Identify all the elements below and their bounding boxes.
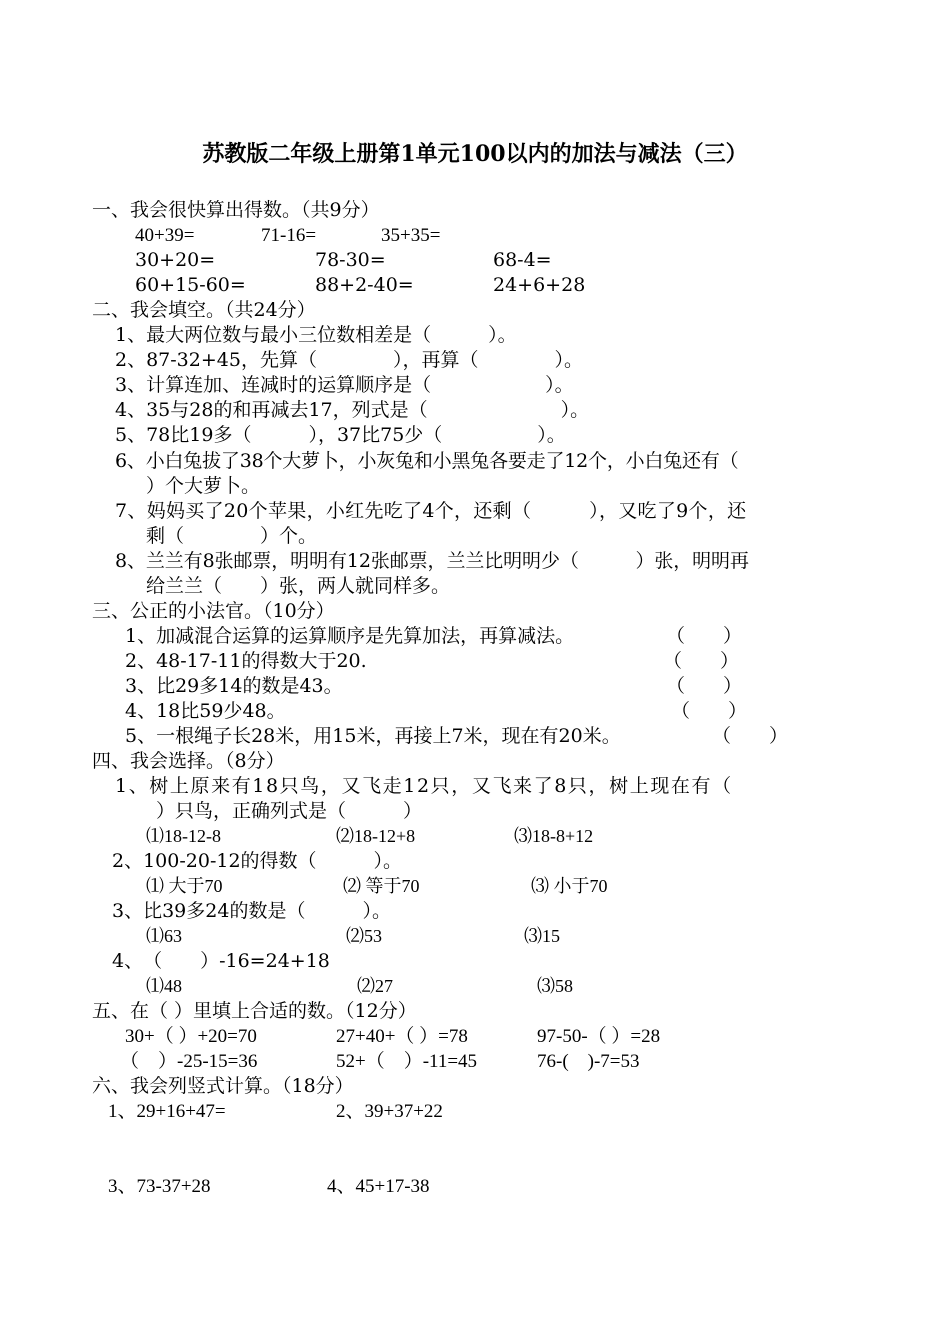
s4-q4-option-2[interactable]: ⑵27 (357, 976, 393, 996)
s2-question-3: 3、计算连加、连减时的运算顺序是（ ）。 (115, 374, 574, 396)
s4-q2-option-3[interactable]: ⑶ 小于70 (531, 876, 608, 896)
s1-problem: 78-30= (315, 249, 386, 271)
s2-question-2: 2、87-32+45，先算（ ），再算（ ）。 (115, 349, 583, 371)
s4-q1-option-2[interactable]: ⑵18-12+8 (336, 826, 416, 846)
s3-answer-paren[interactable]: （ ） (712, 725, 789, 747)
s2-question-7-cont: 剩（ ）个。 (146, 525, 318, 547)
s3-answer-paren[interactable]: （ ） (671, 700, 748, 722)
section-3-heading: 三、公正的小法官。（10分） (92, 600, 335, 622)
s3-statement-1: 1、加减混合运算的运算顺序是先算加法，再算减法。 (125, 625, 575, 647)
section-4-heading: 四、我会选择。（8分） (92, 750, 285, 772)
s1-problem: 60+15-60= (135, 274, 246, 296)
s4-q2-option-2[interactable]: ⑵ 等于70 (343, 876, 420, 896)
s2-question-4: 4、35与28的和再减去17，列式是（ ）。 (115, 399, 590, 421)
s6-problem-1: 1、29+16+47= (108, 1101, 226, 1122)
s6-problem-2: 2、39+37+22 (336, 1101, 443, 1122)
s4-q1-option-3[interactable]: ⑶18-8+12 (514, 826, 594, 846)
s6-problem-4: 4、45+17-38 (327, 1176, 430, 1197)
s4-q4-option-1[interactable]: ⑴48 (146, 976, 182, 996)
s1-problem: 88+2-40= (315, 274, 414, 296)
s5-problem: 76-( )-7=53 (537, 1051, 640, 1072)
s4-q3-option-3[interactable]: ⑶15 (524, 926, 560, 946)
s6-problem-3: 3、73-37+28 (108, 1176, 211, 1197)
s2-question-5: 5、78比19多（ ），37比75少（ ）。 (115, 424, 566, 446)
s1-problem: 68-4= (493, 249, 552, 271)
s5-problem: （ ）-25-15=36 (120, 1051, 258, 1072)
section-2-heading: 二、我会填空。（共24分） (92, 299, 316, 321)
s3-answer-paren[interactable]: （ ） (666, 625, 743, 647)
page-title: 苏教版二年级上册第1单元100以内的加法与减法（三） (202, 141, 748, 167)
s2-question-1: 1、最大两位数与最小三位数相差是（ ）。 (115, 324, 517, 346)
s4-q2-option-1[interactable]: ⑴ 大于70 (146, 876, 223, 896)
s4-q3-option-2[interactable]: ⑵53 (346, 926, 382, 946)
s2-question-7: 7、妈妈买了20个苹果，小红先吃了4个，还剩（ ），又吃了9个，还 (115, 500, 747, 522)
s5-problem: 27+40+（ ）=78 (336, 1026, 468, 1047)
s1-problem: 30+20= (135, 249, 216, 271)
s3-statement-5: 5、一根绳子长28米，用15米，再接上7米，现在有20米。 (125, 725, 621, 747)
s1-problem: 40+39= (135, 225, 195, 246)
s4-question-2: 2、100-20-12的得数（ ）。 (112, 850, 403, 872)
s4-q3-option-1[interactable]: ⑴63 (146, 926, 182, 946)
s4-q4-option-3[interactable]: ⑶58 (537, 976, 573, 996)
s2-question-8: 8、兰兰有8张邮票，明明有12张邮票，兰兰比明明少（ ）张，明明再 (115, 550, 749, 572)
s2-question-8-cont: 给兰兰（ ）张，两人就同样多。 (146, 575, 451, 597)
s1-problem: 35+35= (381, 225, 441, 246)
section-6-heading: 六、我会列竖式计算。（18分） (92, 1075, 354, 1097)
s5-problem: 30+（ ）+20=70 (125, 1026, 257, 1047)
section-1-heading: 一、我会很快算出得数。（共9分） (92, 199, 380, 221)
section-5-heading: 五、在（ ）里填上合适的数。（12分） (92, 1000, 417, 1022)
s1-problem: 71-16= (261, 225, 317, 246)
s4-question-4: 4、 （ ）-16=24+18 (112, 950, 330, 972)
s1-problem: 24+6+28 (493, 274, 586, 296)
s4-question-3: 3、比39多24的数是（ ）。 (112, 900, 391, 922)
s4-q1-option-1[interactable]: ⑴18-12-8 (146, 826, 221, 846)
s5-problem: 52+（ ）-11=45 (336, 1051, 478, 1072)
s4-question-1: 1、树上原来有18只鸟，又飞走12只，又飞来了8只，树上现在有（ (115, 775, 733, 797)
s2-question-6: 6、小白兔拔了38个大萝卜，小灰兔和小黑兔各要走了12个，小白兔还有（ (115, 450, 739, 472)
s5-problem: 97-50-（ ）=28 (537, 1026, 661, 1047)
s3-statement-2: 2、48-17-11的得数大于20. (125, 650, 367, 672)
s2-question-6-cont: ）个大萝卜。 (146, 475, 261, 497)
s3-statement-4: 4、18比59少48。 (125, 700, 286, 722)
s3-answer-paren[interactable]: （ ） (666, 675, 743, 697)
s3-answer-paren[interactable]: （ ） (663, 650, 740, 672)
s4-question-1-cont: ）只鸟，正确列式是（ ） (156, 800, 423, 822)
s3-statement-3: 3、比29多14的数是43。 (125, 675, 343, 697)
